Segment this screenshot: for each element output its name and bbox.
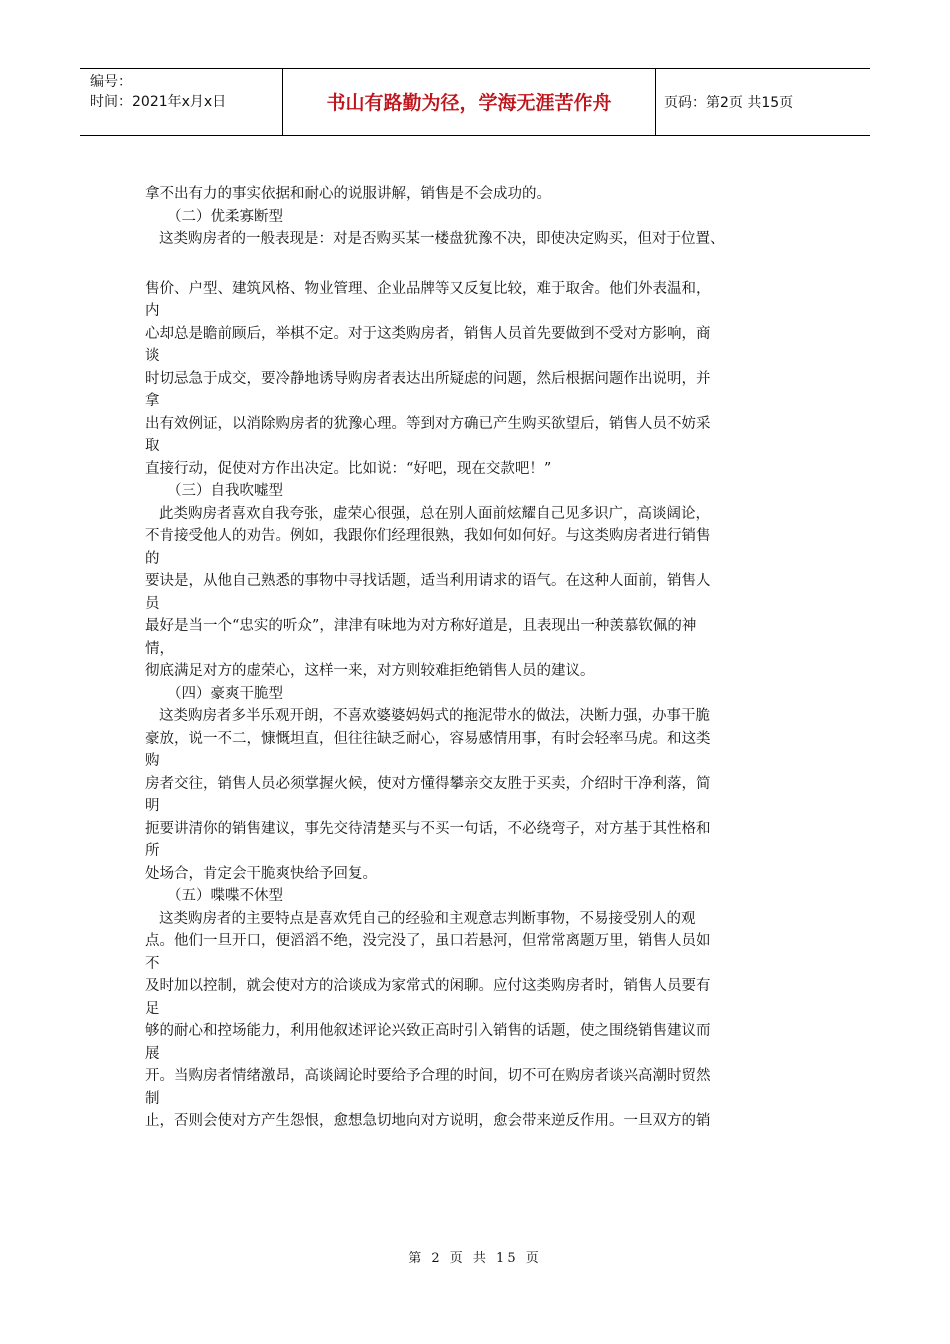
paragraph-line: 开。当购房者情绪激昂，高谈阔论时要给予合理的时间，切不可在购房者谈兴高潮时贸然 <box>145 1068 711 1084</box>
paragraph-line-wrap: 谈 <box>145 348 160 364</box>
paragraph-line: 彻底满足对方的虚荣心，这样一来，对方则较难拒绝销售人员的建议。 <box>145 663 595 679</box>
section-heading: （五）喋喋不休型 <box>167 888 283 904</box>
paragraph-line-wrap: 购 <box>145 753 160 769</box>
paragraph-line-wrap: 制 <box>145 1090 160 1107</box>
paragraph-line: 够的耐心和控场能力，利用他叙述评论兴致正高时引入销售的话题，使之围绕销售建议而 <box>145 1023 711 1039</box>
paragraph-line-wrap: 展 <box>145 1045 160 1062</box>
header-page-info: 页码：第2页 共15页 <box>664 94 794 111</box>
paragraph-line-wrap: 不 <box>145 955 160 972</box>
paragraph-line: 处场合，肯定会干脆爽快给予回复。 <box>145 865 377 882</box>
paragraph-line: 直接行动，促使对方作出决定。比如说：“好吧，现在交款吧！” <box>145 460 552 477</box>
document-number-label: 编号： <box>90 74 132 90</box>
paragraph-line-wrap: 明 <box>145 798 160 814</box>
paragraph-line: 止，否则会使对方产生怨恨，愈想急切地向对方说明，愈会带来逆反作用。一旦双方的销 <box>145 1113 711 1129</box>
header-meta <box>90 72 280 112</box>
paragraph-line: 房者交往，销售人员必须掌握火候，使对方懂得攀亲交友胜于买卖，介绍时干净利落，简 <box>145 775 711 792</box>
paragraph-line-wrap: 员 <box>145 595 160 612</box>
paragraph-line: 最好是当一个“忠实的听众”，津津有味地为对方称好道是，且表现出一种羡慕钦佩的神 <box>145 618 697 634</box>
paragraph-line: 豪放，说一不二，慷慨坦直，但往往缺乏耐心，容易感情用事，有时会轻率马虎。和这类 <box>145 730 711 747</box>
paragraph-line-wrap: 的 <box>145 550 160 567</box>
header-divider-right <box>655 68 656 135</box>
paragraph-line: 点。他们一旦开口，便滔滔不绝，没完没了，虽口若悬河，但常常离题万里，销售人员如 <box>145 933 711 949</box>
paragraph-line-wrap: 拿 <box>145 393 160 409</box>
paragraph-line-wrap: 情， <box>145 640 174 657</box>
paragraph-line: 拿不出有力的事实依据和耐心的说服讲解，销售是不会成功的。 <box>145 186 551 202</box>
section-heading: （二）优柔寡断型 <box>167 208 283 225</box>
paragraph-line: 出有效例证，以消除购房者的犹豫心理。等到对方确已产生购买欲望后，销售人员不妨采 <box>145 415 711 432</box>
paragraph-line: 售价、户型、建筑风格、物业管理、企业品牌等又反复比较，难于取舍。他们外表温和， <box>145 280 711 297</box>
paragraph-line: 时切忌急于成交，要冷静地诱导购房者表达出所疑虑的问题，然后根据问题作出说明，并 <box>145 370 711 387</box>
section-heading: （三）自我吹嘘型 <box>167 483 283 499</box>
paragraph-line: 要诀是，从他自己熟悉的事物中寻找话题，适当利用请求的语气。在这种人面前，销售人 <box>145 573 711 589</box>
document-body <box>145 183 815 1133</box>
paragraph-line-wrap: 取 <box>145 438 160 454</box>
section-heading: （四）豪爽干脆型 <box>167 685 283 702</box>
page-footer: 第 2 页 共 15 页 <box>408 1251 542 1266</box>
paragraph-line: 扼要讲清你的销售建议，事先交待清楚买与不买一句话，不必绕弯子，对方基于其性格和 <box>145 820 711 837</box>
paragraph-line: 不肯接受他人的劝告。例如，我跟你们经理很熟，我如何如何好。与这类购房者进行销售 <box>145 528 711 544</box>
paragraph-line: 这类购房者的一般表现是：对是否购买某一楼盘犹豫不决，即使决定购买，但对于位置、 <box>159 231 725 247</box>
header-motto: 书山有路勤为径，学海无涯苦作舟 <box>326 92 612 114</box>
paragraph-line-wrap: 所 <box>145 843 160 859</box>
paragraph-line: 这类购房者的主要特点是喜欢凭自己的经验和主观意志判断事物，不易接受别人的观 <box>159 910 696 927</box>
paragraph-line: 心却总是瞻前顾后，举棋不定。对于这类购房者，销售人员首先要做到不受对方影响，商 <box>145 325 711 342</box>
paragraph-line-wrap: 足 <box>145 1000 160 1017</box>
paragraph-line: 及时加以控制，就会使对方的洽谈成为家常式的闲聊。应付这类购房者时，销售人员要有 <box>145 978 711 994</box>
paragraph-line: 此类购房者喜欢自我夸张，虚荣心很强，总在别人面前炫耀自己见多识广，高谈阔论， <box>159 505 710 522</box>
paragraph-line-wrap: 内 <box>145 303 160 319</box>
header-bottom-rule <box>80 135 870 136</box>
document-date: 时间：2021年x月x日 <box>90 94 227 110</box>
paragraph-line: 这类购房者多半乐观开朗，不喜欢婆婆妈妈式的拖泥带水的做法，决断力强，办事干脆 <box>159 708 710 724</box>
